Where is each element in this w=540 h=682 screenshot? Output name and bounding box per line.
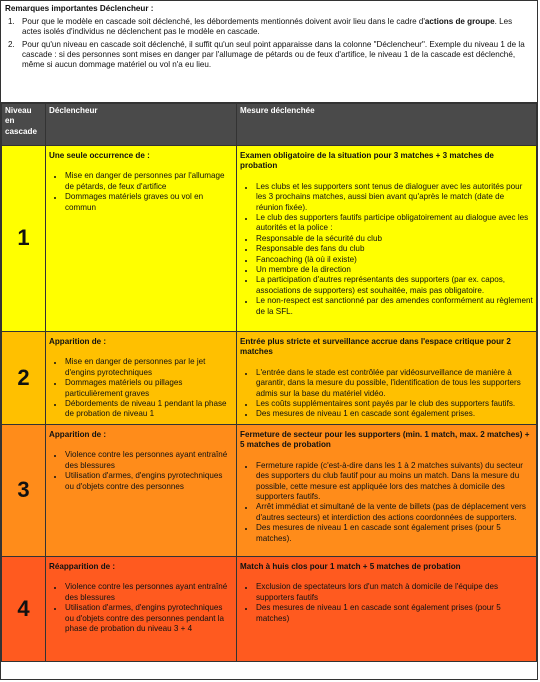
trigger-title: Apparition de : <box>49 337 107 346</box>
trigger-cell <box>46 557 237 662</box>
table-row <box>2 425 537 557</box>
remarks-title: Remarques importantes Déclencheur : <box>5 4 154 13</box>
list-item: • Les clubs et les supporters sont tenus de dialoguer avec les autorités pour les 3 prochains matches, aussi bien avant qu'après le match (date de réunion fixée). <box>255 182 533 213</box>
cascade-table <box>1 103 537 662</box>
list-item: • Responsable de la sécurité du club <box>255 234 533 244</box>
measure-title: Match à huis clos pour 1 match + 5 matches de probation <box>240 562 461 571</box>
trigger-list <box>49 357 233 419</box>
list-item: • Débordements de niveau 1 pendant la phase de probation de niveau 1 <box>64 399 233 420</box>
measure-title: Examen obligatoire de la situation pour 3 matches + 3 matches de probation <box>240 151 494 171</box>
table-row <box>2 557 537 662</box>
remarks-section <box>1 1 537 103</box>
header-measure: Mesure déclenchée <box>237 104 537 146</box>
list-item: • Un membre de la direction <box>255 265 533 275</box>
list-item: • Des mesures de niveau 1 en cascade sont également prises (pour 5 matches) <box>255 603 533 624</box>
list-item: • Le club des supporters fautifs participe obligatoirement au dialogue avec les autorités et la police : <box>255 213 533 234</box>
measure-list <box>240 182 533 317</box>
trigger-title: Réapparition de : <box>49 562 116 571</box>
trigger-cell <box>46 146 237 332</box>
trigger-title: Apparition de : <box>49 430 107 439</box>
list-item: • Arrêt immédiat et simultané de la vente de billets (pas de déplacement vers d'autres secteurs) et interdiction des actions coordonnées de supporters. <box>255 502 533 523</box>
remark-text: . Les actes isolés d'individus ne déclenchent pas le modèle en cascade. <box>22 17 513 37</box>
trigger-list <box>49 171 233 213</box>
measure-title: Entrée plus stricte et surveillance accrue dans l'espace critique pour 2 matches <box>240 337 511 357</box>
measure-title: Fermeture de secteur pour les supporters (min. 1 match, max. 2 matches) + 5 matches de probation <box>240 430 530 450</box>
measure-cell <box>237 146 537 332</box>
list-item: • Des mesures de niveau 1 en cascade sont également prises. <box>255 409 533 419</box>
list-item: • Le non-respect est sanctionné par des amendes conformément au règlement de la SFL. <box>255 296 533 317</box>
list-item: • Utilisation d'armes, d'engins pyrotechniques ou d'objets contre des personnes pendant la phase de probation du niveau 3 + 4 <box>64 603 233 634</box>
list-item: • Utilisation d'armes, d'engins pyrotechniques ou d'objets contre des personnes <box>64 471 233 492</box>
remark-item <box>5 40 533 71</box>
list-item: • Fancoaching (là où il existe) <box>255 255 533 265</box>
trigger-cell <box>46 332 237 425</box>
header-level: Niveau en cascade <box>2 104 46 146</box>
trigger-title: Une seule occurrence de : <box>49 151 150 160</box>
level-number: 1 <box>2 146 46 332</box>
list-item: • Exclusion de spectateurs lors d'un match à domicile de l'équipe des supporters fautifs <box>255 582 533 603</box>
list-item: • L'entrée dans le stade est contrôlée par vidéosurveillance de manière à garantir, dans la mesure du possible, l'identification de tous les supporters admis sur la base du matériel vidéo. <box>255 368 533 399</box>
trigger-cell <box>46 425 237 557</box>
level-number: 3 <box>2 425 46 557</box>
measure-list <box>240 368 533 420</box>
measure-list <box>240 461 533 544</box>
remark-item <box>5 17 533 37</box>
level-number: 2 <box>2 332 46 425</box>
remark-bold-text: actions de groupe <box>424 17 495 27</box>
measure-cell <box>237 557 537 662</box>
table-header-row <box>2 104 537 146</box>
header-trigger: Déclencheur <box>46 104 237 146</box>
remark-text: Pour que le modèle en cascade soit déclenché, les débordements mentionnés doivent avoir lieu dans le cadre d' <box>22 17 425 27</box>
list-item: • La participation d'autres représentants des supporters (par ex. capos, associations de supporters) est souhaitée, mais pas obligatoire. <box>255 275 533 296</box>
trigger-list <box>49 450 233 492</box>
remark-number: 1. <box>8 17 15 27</box>
list-item: • Dommages matériels graves ou vol en commun <box>64 192 233 213</box>
measure-list <box>240 582 533 624</box>
trigger-list <box>49 582 233 634</box>
list-item: • Mise en danger de personnes par l'allumage de pétards, de feux d'artifice <box>64 171 233 192</box>
list-item: • Fermeture rapide (c'est-à-dire dans les 1 à 2 matches suivants) du secteur des supporters du club fautif pour au moins un match. Dans la mesure du possible, cette mesure est appliquée lors des matches à domicile des supporters fautifs. <box>255 461 533 503</box>
measure-cell <box>237 332 537 425</box>
list-item: • Responsable des fans du club <box>255 244 533 254</box>
remark-number: 2. <box>8 39 15 49</box>
list-item: • Mise en danger de personnes par le jet d'engins pyrotechniques <box>64 357 233 378</box>
level-number: 4 <box>2 557 46 662</box>
table-row <box>2 332 537 425</box>
measure-cell <box>237 425 537 557</box>
list-item: • Des mesures de niveau 1 en cascade sont également prises (pour 5 matches). <box>255 523 533 544</box>
list-item: • Violence contre les personnes ayant entraîné des blessures <box>64 450 233 471</box>
list-item: • Les coûts supplémentaires sont payés par le club des supporters fautifs. <box>255 399 533 409</box>
remark-text: Pour qu'un niveau en cascade soit déclenché, il suffit qu'un seul point apparaisse dans la colonne "Déclencheur". Exemple du niveau 1 de la cascade : si des personnes sont mises en danger par l'allumage de pétards ou de feux d'artifice, le niveau 1 de la cascade est déclenché, même si aucun dommage matériel ou vol n'a eu lieu. <box>22 39 525 70</box>
table-row <box>2 146 537 332</box>
list-item: • Dommages matériels ou pillages particulièrement graves <box>64 378 233 399</box>
list-item: • Violence contre les personnes ayant entraîné des blessures <box>64 582 233 603</box>
